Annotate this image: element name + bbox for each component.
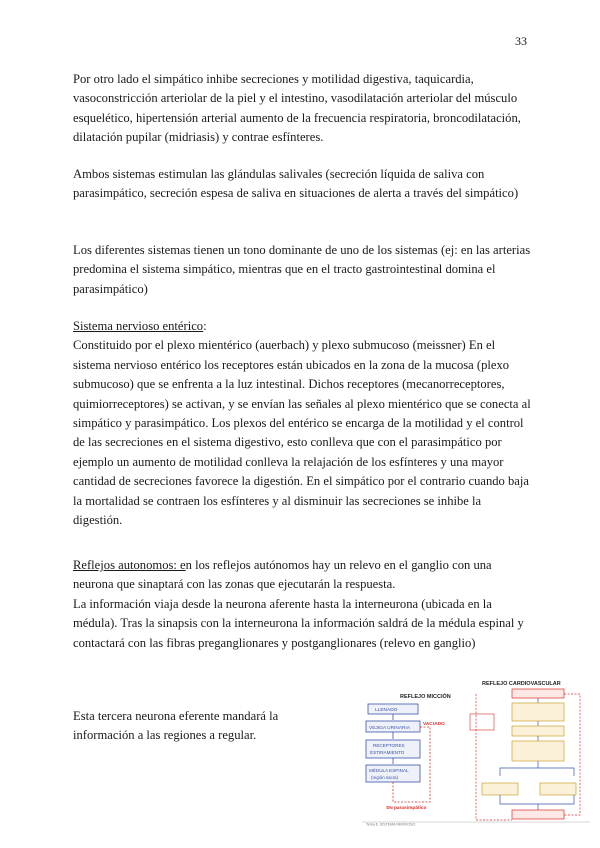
cardiovascular-title: REFLEJO CARDIOVASCULAR [482,681,561,687]
box-region-label: (región sacra) [371,775,399,780]
cv-box-3 [512,726,564,736]
cv-box-final [512,810,564,819]
section-enteric [73,317,533,530]
paragraph-dominant-tone: Los diferentes sistemas tienen un tono dominante de uno de los sistemas (ej: en las arterias predomina el sistema simpático, mientras que en el tracto gastrointestinal domina el parasimpático) [73,243,531,296]
cv-side-box [470,714,494,730]
box-estiramiento-label: ESTIRAMIENTO [370,750,405,755]
micturition-title: REFLEJO MICCIÓN [400,694,451,700]
paragraph-efferent: Esta tercera neurona eferente mandará la información a las regiones a regular. [73,709,279,743]
parasympathetic-loop [393,727,430,802]
paragraph-sympathetic: Por otro lado el simpático inhibe secreciones y motilidad digestiva, taquicardia, vasoconstricción arteriolar de la piel y el intestino, vasodilatación arteriolar del músculo esquelético, hipertensión arterial aumento de la frecuencia respiratoria, broncodilatación, dilatación pupilar (midriasis) y contrae esfínteres. [73,72,521,145]
box-llenado-label: LLENADO [375,708,398,713]
figure-caption: Tema 6. SISTEMA NERVIOSO [366,822,416,826]
vaciado-label: VACIADO [423,722,445,727]
enteric-heading: Sistema nervioso entérico [73,319,204,333]
reflex-diagram [362,676,590,826]
sn-parasimpatico-label: SN parasimpático [386,806,427,811]
cv-box-parasympathetic [540,783,576,795]
cv-box-4 [512,741,564,761]
enteric-heading-colon: : [203,319,207,333]
cv-box-2 [512,703,564,721]
section-reflexes [73,556,533,653]
reflexes-body-2: La información viaja desde la neurona aferente hasta la interneurona (ubicada en la médula). Tras la sinapsis con la interneurona la información saldrá de la médula espinal y contactará con las fibras preganglionares y postganglionares (relevo en ganglio) [73,596,524,650]
box-medula-label: MÉDULA ESPINAL [369,768,409,773]
reflexes-heading: Reflejos autonomos: e [73,558,186,572]
reflexes-body: n los reflejos autónomos hay un relevo en el ganglio con una neurona que sinaptará con las zonas que ejecutarán la respuesta. [73,558,492,592]
paragraph-salivary: Ambos sistemas estimulan las glándulas salivales (secreción líquida de saliva con parasimpático, secreción espesa de saliva en situaciones de alerta a través del simpático) [73,167,519,201]
enteric-body: Constituido por el plexo mientérico (auerbach) y plexo submucoso (meissner) En el sistema nervioso entérico los receptores están ubicados en la zona de la mucosa (plexo submucoso) que se enfrenta a la luz intestinal. Dichos receptores (mecanorreceptores, quimiorreceptores) se activan, y se envían las señales al plexo mientérico que se conecta al simpático y parasimpático. Los plexos del entérico se encarga de la motilidad y el control de las secreciones en el sistema digestivo, esto conlleva que con el parasimpático por ejemplo un aumento de motilidad conlleva la relajación de los esfínteres y una mayor cantidad de secreciones favorece la digestión. En el simpático por el contrario cuando baja la mortalidad se contraen los esfínteres y al disminuir las secreciones se inhibe la digestión. [73,338,531,528]
cv-split-arrows [500,761,574,776]
cv-merge-arrows [500,795,574,810]
cv-feedback-left [476,694,512,820]
box-vejiga-label: VEJIGA URINARIA [369,726,411,731]
cv-box-1 [512,689,564,698]
cv-feedback-right [564,694,580,815]
page-number: 33 [515,34,527,48]
reflex-diagram-figure [362,676,590,826]
box-receptores-label: RECEPTORES [373,743,405,748]
cv-box-sympathetic [482,783,518,795]
